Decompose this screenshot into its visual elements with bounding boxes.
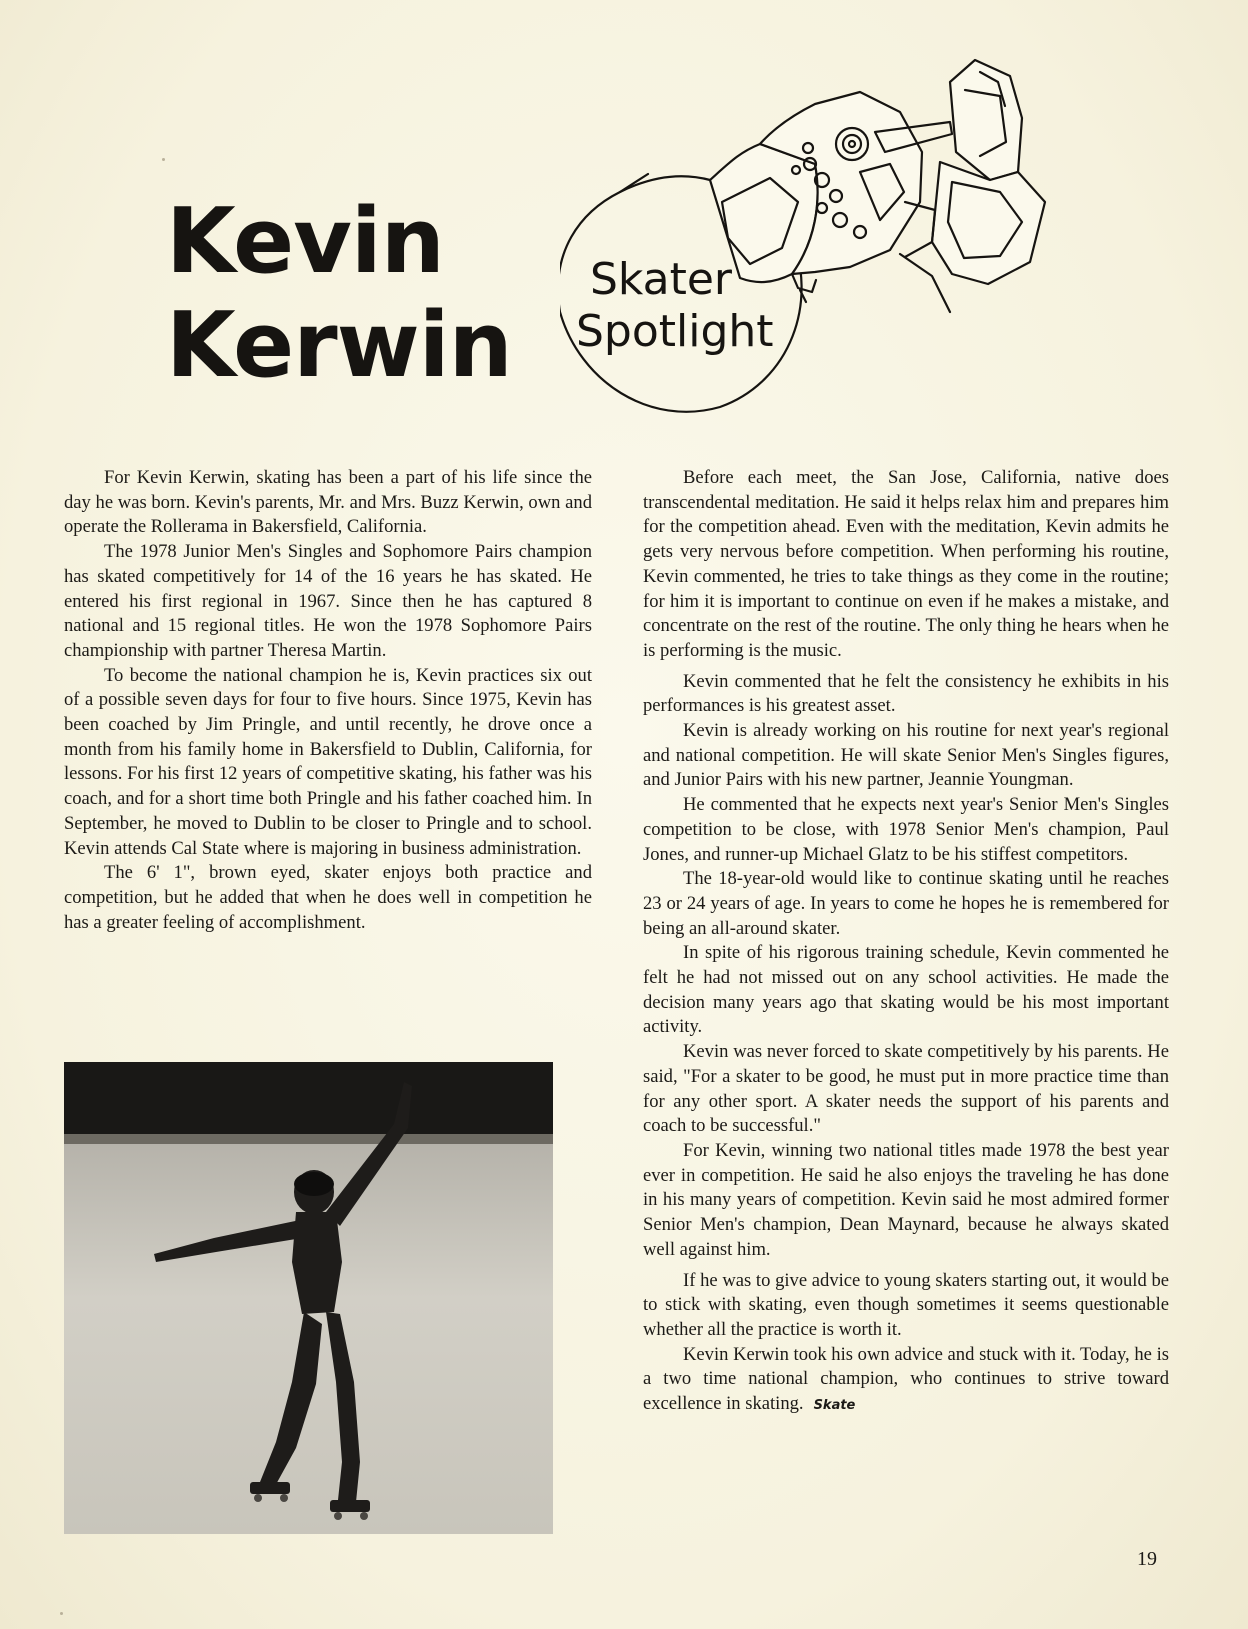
paragraph: To become the national champion he is, Kevin practices six out of a possible seven days for four to five hours. Since 1975, Kevin has been coached by Jim Pringle, and until recently, he drove once a month from his family home in Bakersfield to Dublin, California, for lessons. For his first 12 years of competitive skating, his father was his coach, and for a short time both Pringle and his father coached him. In September, he moved to Dublin to be closer to Pringle and to school. Kevin attends Cal State where is majoring in business administration.: [64, 664, 592, 859]
paragraph-final: [643, 1343, 1169, 1419]
print-speck: [162, 158, 165, 161]
title-last-name: Kerwin: [166, 293, 512, 398]
paragraph: Kevin was never forced to skate competitively by his parents. He said, "For a skater to be good, he must put in more practice time than for any other sport. A skater needs the support of his parents and coach to be successful.": [643, 1041, 1169, 1137]
print-speck: [60, 1612, 63, 1615]
paragraph: Kevin commented that he felt the consistency he exhibits in his performances is his greatest asset.: [643, 670, 1169, 717]
article-column-right: [643, 466, 1169, 1419]
paragraph: If he was to give advice to young skaters starting out, it would be to stick with skating, even though sometimes it seems questionable whether all the practice is worth it.: [643, 1269, 1169, 1340]
roller-skate-illustration-icon: [560, 52, 1100, 432]
paragraph: In spite of his rigorous training schedule, Kevin commented he felt he had not missed out on any school activities. He made the decision many years ago that skating would be his most important activity.: [643, 942, 1169, 1038]
skater-spotlight-badge: [578, 254, 774, 358]
article-column-left: [64, 466, 592, 935]
paragraph: For Kevin Kerwin, skating has been a part of his life since the day he was born. Kevin's parents, Mr. and Mrs. Buzz Kerwin, own and operate the Rollerama in Bakersfield, California.: [64, 467, 592, 538]
paragraph: The 1978 Junior Men's Singles and Sophomore Pairs champion has skated competitively for 14 of the 16 years he has skated. He entered his first regional in 1967. Since then he has captured 8 national and 15 regional titles. He won the 1978 Sophomore Pairs championship with partner Theresa Martin.: [64, 541, 592, 661]
final-paragraph-text: Kevin Kerwin took his own advice and stuck with it. Today, he is a two time national champion, who continues to strive toward excellence in skating.: [643, 1343, 1169, 1415]
page-number: 19: [1137, 1548, 1157, 1570]
paragraph: The 18-year-old would like to continue skating until he reaches 23 or 24 years of age. In years to come he hopes he is remembered for being an all-around skater.: [643, 868, 1169, 939]
badge-spotlight-label: Spotlight: [576, 306, 774, 357]
skater-photo: [64, 1062, 553, 1534]
paragraph: Before each meet, the San Jose, California, native does transcendental meditation. He said it helps relax him and prepares him for the competition ahead. Even with the meditation, Kevin admits he gets very nervous before competition. When performing his routine, Kevin commented, he tries to take things as they come in the routine; for him it is important to continue on even if he makes a mistake, and concentrate on the rest of the routine. The only thing he hears when he is performing is the music.: [643, 467, 1169, 661]
skate-end-logo: Skate: [813, 1398, 856, 1414]
paragraph: He commented that he expects next year's Senior Men's Singles competition to be close, with 1978 Senior Men's champion, Paul Jones, and runner-up Michael Glatz to be his stiffest competitors.: [643, 794, 1169, 865]
paragraph: For Kevin, winning two national titles made 1978 the best year ever in competition. He said he also enjoys the traveling he has done in his many years of competition. Kevin said he most admired former Senior Men's champion, Dean Maynard, because he always skated well against him.: [643, 1139, 1169, 1260]
paragraph: The 6' 1", brown eyed, skater enjoys both practice and competition, but he added that when he does well in competition he has a greater feeling of accomplishment.: [64, 862, 592, 933]
article-title: [166, 190, 512, 398]
paragraph: Kevin is already working on his routine for next year's regional and national competition. He will skate Senior Men's Singles figures, and Junior Pairs with his new partner, Jeannie Youngman.: [643, 720, 1169, 791]
badge-skater-label: Skater: [590, 254, 733, 305]
title-first-name: Kevin: [166, 189, 444, 294]
